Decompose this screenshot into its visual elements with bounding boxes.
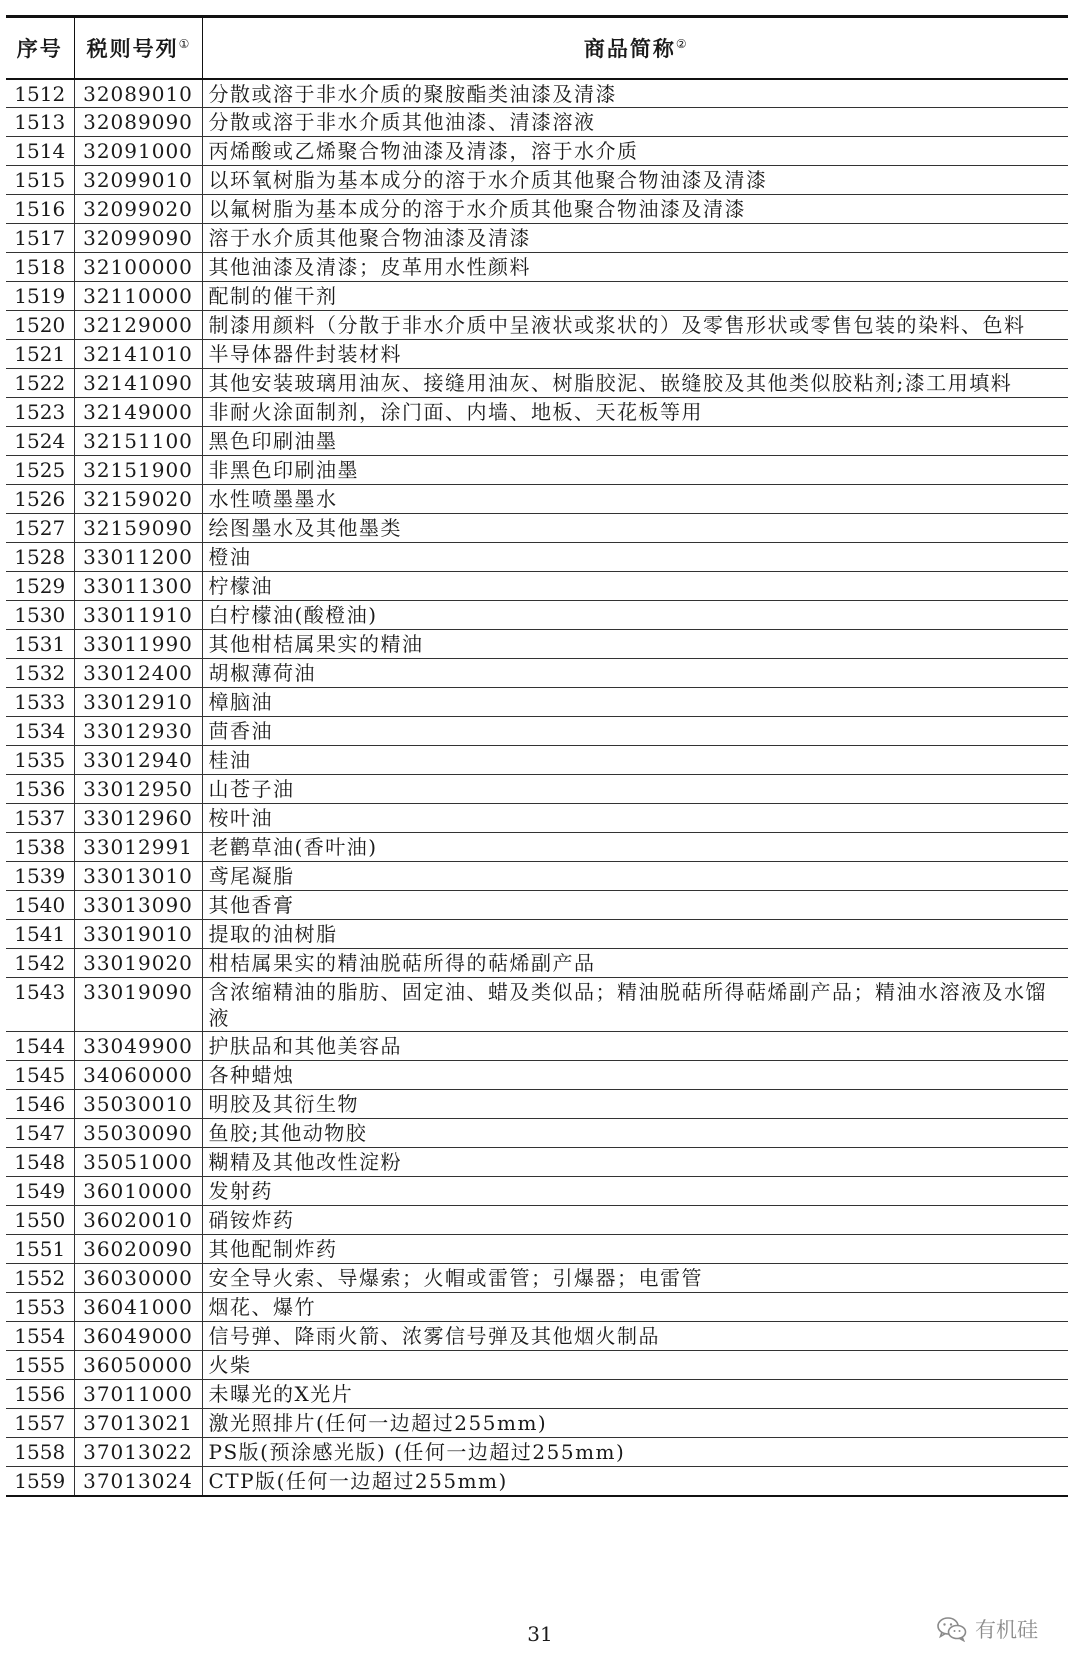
row-name-cell: 柑桔属果实的精油脱萜所得的萜烯副产品 bbox=[202, 949, 1068, 978]
row-name-cell: 含浓缩精油的脂肪、固定油、蜡及类似品；精油脱萜所得萜烯副产品；精油水溶液及水馏液 bbox=[202, 978, 1068, 1032]
row-code-cell: 33019020 bbox=[74, 949, 202, 978]
row-code-cell: 33011300 bbox=[74, 572, 202, 601]
row-seq-cell: 1557 bbox=[6, 1409, 74, 1438]
row-code-cell: 37013022 bbox=[74, 1438, 202, 1467]
table-body bbox=[6, 79, 1068, 1496]
row-seq-cell: 1523 bbox=[6, 398, 74, 427]
table-row bbox=[6, 1322, 1068, 1351]
table-row bbox=[6, 224, 1068, 253]
watermark-text: 有机硅 bbox=[975, 1618, 1038, 1642]
row-seq-cell: 1550 bbox=[6, 1206, 74, 1235]
table-row bbox=[6, 1264, 1068, 1293]
row-name-cell: 安全导火索、导爆索；火帽或雷管；引爆器；电雷管 bbox=[202, 1264, 1068, 1293]
row-seq-cell: 1512 bbox=[6, 79, 74, 108]
row-seq-cell: 1546 bbox=[6, 1090, 74, 1119]
table-row bbox=[6, 195, 1068, 224]
row-seq-cell: 1559 bbox=[6, 1467, 74, 1496]
row-code-cell: 32141010 bbox=[74, 340, 202, 369]
row-code-cell: 35030090 bbox=[74, 1119, 202, 1148]
row-name-cell: 绘图墨水及其他墨类 bbox=[202, 514, 1068, 543]
row-name-cell: 白柠檬油(酸橙油) bbox=[202, 601, 1068, 630]
row-seq-cell: 1521 bbox=[6, 340, 74, 369]
table-row bbox=[6, 282, 1068, 311]
row-name-cell: 茴香油 bbox=[202, 717, 1068, 746]
table-row bbox=[6, 340, 1068, 369]
table-row bbox=[6, 601, 1068, 630]
row-code-cell: 32141090 bbox=[74, 369, 202, 398]
row-seq-cell: 1528 bbox=[6, 543, 74, 572]
row-seq-cell: 1520 bbox=[6, 311, 74, 340]
table-row bbox=[6, 1032, 1068, 1061]
row-code-cell: 32110000 bbox=[74, 282, 202, 311]
table-row bbox=[6, 891, 1068, 920]
row-code-cell: 33011910 bbox=[74, 601, 202, 630]
row-code-cell: 37013021 bbox=[74, 1409, 202, 1438]
table-row bbox=[6, 1351, 1068, 1380]
row-seq-cell: 1537 bbox=[6, 804, 74, 833]
table-row bbox=[6, 1148, 1068, 1177]
row-name-cell: 山苍子油 bbox=[202, 775, 1068, 804]
row-code-cell: 32149000 bbox=[74, 398, 202, 427]
row-name-cell: 非黑色印刷油墨 bbox=[202, 456, 1068, 485]
row-name-cell: 柠檬油 bbox=[202, 572, 1068, 601]
row-seq-cell: 1542 bbox=[6, 949, 74, 978]
row-name-cell: 烟花、爆竹 bbox=[202, 1293, 1068, 1322]
row-code-cell: 36050000 bbox=[74, 1351, 202, 1380]
row-code-cell: 35030010 bbox=[74, 1090, 202, 1119]
row-name-cell: 各种蜡烛 bbox=[202, 1061, 1068, 1090]
row-code-cell: 32099020 bbox=[74, 195, 202, 224]
row-code-cell: 33012400 bbox=[74, 659, 202, 688]
row-name-cell: CTP版(任何一边超过255mm) bbox=[202, 1467, 1068, 1496]
row-name-cell: 鱼胶;其他动物胶 bbox=[202, 1119, 1068, 1148]
table-row bbox=[6, 1438, 1068, 1467]
row-name-cell: 丙烯酸或乙烯聚合物油漆及清漆，溶于水介质 bbox=[202, 137, 1068, 166]
header-code bbox=[74, 17, 202, 79]
row-name-cell: 橙油 bbox=[202, 543, 1068, 572]
table-row bbox=[6, 1090, 1068, 1119]
table-row bbox=[6, 311, 1068, 340]
row-name-cell: 配制的催干剂 bbox=[202, 282, 1068, 311]
header-seq bbox=[6, 17, 74, 79]
row-seq-cell: 1538 bbox=[6, 833, 74, 862]
row-name-cell: 明胶及其衍生物 bbox=[202, 1090, 1068, 1119]
row-seq-cell: 1554 bbox=[6, 1322, 74, 1351]
row-seq-cell: 1535 bbox=[6, 746, 74, 775]
row-code-cell: 36020010 bbox=[74, 1206, 202, 1235]
row-seq-cell: 1547 bbox=[6, 1119, 74, 1148]
row-code-cell: 33019010 bbox=[74, 920, 202, 949]
watermark bbox=[937, 1614, 1038, 1644]
row-code-cell: 32099090 bbox=[74, 224, 202, 253]
row-code-cell: 35051000 bbox=[74, 1148, 202, 1177]
row-code-cell: 33011200 bbox=[74, 543, 202, 572]
table-row bbox=[6, 630, 1068, 659]
row-seq-cell: 1545 bbox=[6, 1061, 74, 1090]
row-code-cell: 36030000 bbox=[74, 1264, 202, 1293]
row-name-cell: 鸢尾凝脂 bbox=[202, 862, 1068, 891]
table-row bbox=[6, 717, 1068, 746]
header-seq-label: 序号 bbox=[16, 36, 63, 61]
row-code-cell: 36041000 bbox=[74, 1293, 202, 1322]
row-seq-cell: 1543 bbox=[6, 978, 74, 1032]
row-name-cell: 分散或溶于非水介质的聚胺酯类油漆及清漆 bbox=[202, 79, 1068, 108]
row-seq-cell: 1556 bbox=[6, 1380, 74, 1409]
table-header-row bbox=[6, 17, 1068, 79]
row-name-cell: PS版(预涂感光版) (任何一边超过255mm) bbox=[202, 1438, 1068, 1467]
row-seq-cell: 1553 bbox=[6, 1293, 74, 1322]
table-row bbox=[6, 746, 1068, 775]
wechat-icon bbox=[937, 1616, 967, 1642]
row-code-cell: 32100000 bbox=[74, 253, 202, 282]
table-row bbox=[6, 398, 1068, 427]
row-name-cell: 桂油 bbox=[202, 746, 1068, 775]
table-row bbox=[6, 166, 1068, 195]
table-row bbox=[6, 79, 1068, 108]
table-row bbox=[6, 1061, 1068, 1090]
row-name-cell: 激光照排片(任何一边超过255mm) bbox=[202, 1409, 1068, 1438]
row-name-cell: 信号弹、降雨火箭、浓雾信号弹及其他烟火制品 bbox=[202, 1322, 1068, 1351]
row-name-cell: 其他油漆及清漆；皮革用水性颜料 bbox=[202, 253, 1068, 282]
row-name-cell: 未曝光的X光片 bbox=[202, 1380, 1068, 1409]
row-seq-cell: 1551 bbox=[6, 1235, 74, 1264]
row-code-cell: 33013010 bbox=[74, 862, 202, 891]
table-row bbox=[6, 775, 1068, 804]
row-seq-cell: 1532 bbox=[6, 659, 74, 688]
header-name-footnote-mark: ② bbox=[675, 36, 687, 51]
row-seq-cell: 1531 bbox=[6, 630, 74, 659]
tariff-table bbox=[6, 15, 1068, 1497]
header-code-footnote-mark: ① bbox=[178, 36, 190, 51]
row-name-cell: 以氟树脂为基本成分的溶于水介质其他聚合物油漆及清漆 bbox=[202, 195, 1068, 224]
row-seq-cell: 1533 bbox=[6, 688, 74, 717]
row-seq-cell: 1534 bbox=[6, 717, 74, 746]
table-row bbox=[6, 456, 1068, 485]
row-name-cell: 发射药 bbox=[202, 1177, 1068, 1206]
row-seq-cell: 1530 bbox=[6, 601, 74, 630]
table-row bbox=[6, 688, 1068, 717]
row-seq-cell: 1527 bbox=[6, 514, 74, 543]
row-name-cell: 非耐火涂面制剂，涂门面、内墙、地板、天花板等用 bbox=[202, 398, 1068, 427]
row-name-cell: 胡椒薄荷油 bbox=[202, 659, 1068, 688]
row-name-cell: 其他香膏 bbox=[202, 891, 1068, 920]
table-row bbox=[6, 514, 1068, 543]
row-seq-cell: 1552 bbox=[6, 1264, 74, 1293]
row-code-cell: 37013024 bbox=[74, 1467, 202, 1496]
row-code-cell: 32089010 bbox=[74, 79, 202, 108]
table-row bbox=[6, 862, 1068, 891]
row-name-cell: 其他配制炸药 bbox=[202, 1235, 1068, 1264]
table-row bbox=[6, 1119, 1068, 1148]
row-name-cell: 黑色印刷油墨 bbox=[202, 427, 1068, 456]
row-code-cell: 32099010 bbox=[74, 166, 202, 195]
row-code-cell: 33012950 bbox=[74, 775, 202, 804]
row-name-cell: 护肤品和其他美容品 bbox=[202, 1032, 1068, 1061]
row-seq-cell: 1539 bbox=[6, 862, 74, 891]
row-code-cell: 37011000 bbox=[74, 1380, 202, 1409]
row-name-cell: 溶于水介质其他聚合物油漆及清漆 bbox=[202, 224, 1068, 253]
table-row bbox=[6, 108, 1068, 137]
row-code-cell: 33012960 bbox=[74, 804, 202, 833]
row-code-cell: 33012940 bbox=[74, 746, 202, 775]
row-name-cell: 提取的油树脂 bbox=[202, 920, 1068, 949]
table-row bbox=[6, 1467, 1068, 1496]
table-row bbox=[6, 485, 1068, 514]
table-row bbox=[6, 1177, 1068, 1206]
row-seq-cell: 1513 bbox=[6, 108, 74, 137]
table-row bbox=[6, 804, 1068, 833]
row-seq-cell: 1516 bbox=[6, 195, 74, 224]
row-seq-cell: 1529 bbox=[6, 572, 74, 601]
table-row bbox=[6, 427, 1068, 456]
row-name-cell: 水性喷墨墨水 bbox=[202, 485, 1068, 514]
row-code-cell: 32151100 bbox=[74, 427, 202, 456]
table-row bbox=[6, 1293, 1068, 1322]
row-seq-cell: 1518 bbox=[6, 253, 74, 282]
table-row bbox=[6, 1380, 1068, 1409]
row-name-cell: 其他安装玻璃用油灰、接缝用油灰、树脂胶泥、嵌缝胶及其他类似胶粘剂;漆工用填料 bbox=[202, 369, 1068, 398]
header-name bbox=[202, 17, 1068, 79]
row-code-cell: 33012910 bbox=[74, 688, 202, 717]
row-code-cell: 33012991 bbox=[74, 833, 202, 862]
row-code-cell: 33011990 bbox=[74, 630, 202, 659]
table-row bbox=[6, 572, 1068, 601]
row-code-cell: 33049900 bbox=[74, 1032, 202, 1061]
row-seq-cell: 1517 bbox=[6, 224, 74, 253]
header-code-label: 税则号列 bbox=[86, 36, 179, 61]
table-row bbox=[6, 1235, 1068, 1264]
row-seq-cell: 1540 bbox=[6, 891, 74, 920]
row-seq-cell: 1555 bbox=[6, 1351, 74, 1380]
row-name-cell: 分散或溶于非水介质其他油漆、清漆溶液 bbox=[202, 108, 1068, 137]
row-code-cell: 33013090 bbox=[74, 891, 202, 920]
row-code-cell: 32089090 bbox=[74, 108, 202, 137]
row-seq-cell: 1548 bbox=[6, 1148, 74, 1177]
table-row bbox=[6, 253, 1068, 282]
row-code-cell: 33019090 bbox=[74, 978, 202, 1032]
row-name-cell: 半导体器件封装材料 bbox=[202, 340, 1068, 369]
row-name-cell: 火柴 bbox=[202, 1351, 1068, 1380]
row-seq-cell: 1514 bbox=[6, 137, 74, 166]
row-seq-cell: 1558 bbox=[6, 1438, 74, 1467]
row-code-cell: 33012930 bbox=[74, 717, 202, 746]
table-row bbox=[6, 1206, 1068, 1235]
row-code-cell: 32091000 bbox=[74, 137, 202, 166]
row-code-cell: 34060000 bbox=[74, 1061, 202, 1090]
row-code-cell: 36049000 bbox=[74, 1322, 202, 1351]
row-name-cell: 制漆用颜料（分散于非水介质中呈液状或浆状的）及零售形状或零售包装的染料、色料 bbox=[202, 311, 1068, 340]
table-row bbox=[6, 137, 1068, 166]
table-row bbox=[6, 369, 1068, 398]
row-name-cell: 以环氧树脂为基本成分的溶于水介质其他聚合物油漆及清漆 bbox=[202, 166, 1068, 195]
row-seq-cell: 1525 bbox=[6, 456, 74, 485]
row-seq-cell: 1536 bbox=[6, 775, 74, 804]
row-code-cell: 32151900 bbox=[74, 456, 202, 485]
row-name-cell: 老鹳草油(香叶油) bbox=[202, 833, 1068, 862]
row-name-cell: 其他柑桔属果实的精油 bbox=[202, 630, 1068, 659]
table-row bbox=[6, 949, 1068, 978]
row-seq-cell: 1524 bbox=[6, 427, 74, 456]
row-code-cell: 32159090 bbox=[74, 514, 202, 543]
row-seq-cell: 1522 bbox=[6, 369, 74, 398]
row-name-cell: 糊精及其他改性淀粉 bbox=[202, 1148, 1068, 1177]
row-seq-cell: 1526 bbox=[6, 485, 74, 514]
table-row bbox=[6, 543, 1068, 572]
row-seq-cell: 1541 bbox=[6, 920, 74, 949]
table-row bbox=[6, 833, 1068, 862]
header-name-label: 商品简称 bbox=[583, 36, 676, 61]
table-row bbox=[6, 659, 1068, 688]
row-code-cell: 36020090 bbox=[74, 1235, 202, 1264]
row-name-cell: 硝铵炸药 bbox=[202, 1206, 1068, 1235]
table-row bbox=[6, 1409, 1068, 1438]
row-seq-cell: 1549 bbox=[6, 1177, 74, 1206]
row-code-cell: 36010000 bbox=[74, 1177, 202, 1206]
row-seq-cell: 1519 bbox=[6, 282, 74, 311]
row-seq-cell: 1544 bbox=[6, 1032, 74, 1061]
row-code-cell: 32129000 bbox=[74, 311, 202, 340]
row-seq-cell: 1515 bbox=[6, 166, 74, 195]
table-row bbox=[6, 920, 1068, 949]
row-name-cell: 桉叶油 bbox=[202, 804, 1068, 833]
table-row bbox=[6, 978, 1068, 1032]
page-number: 31 bbox=[527, 1622, 553, 1646]
row-name-cell: 樟脑油 bbox=[202, 688, 1068, 717]
row-code-cell: 32159020 bbox=[74, 485, 202, 514]
